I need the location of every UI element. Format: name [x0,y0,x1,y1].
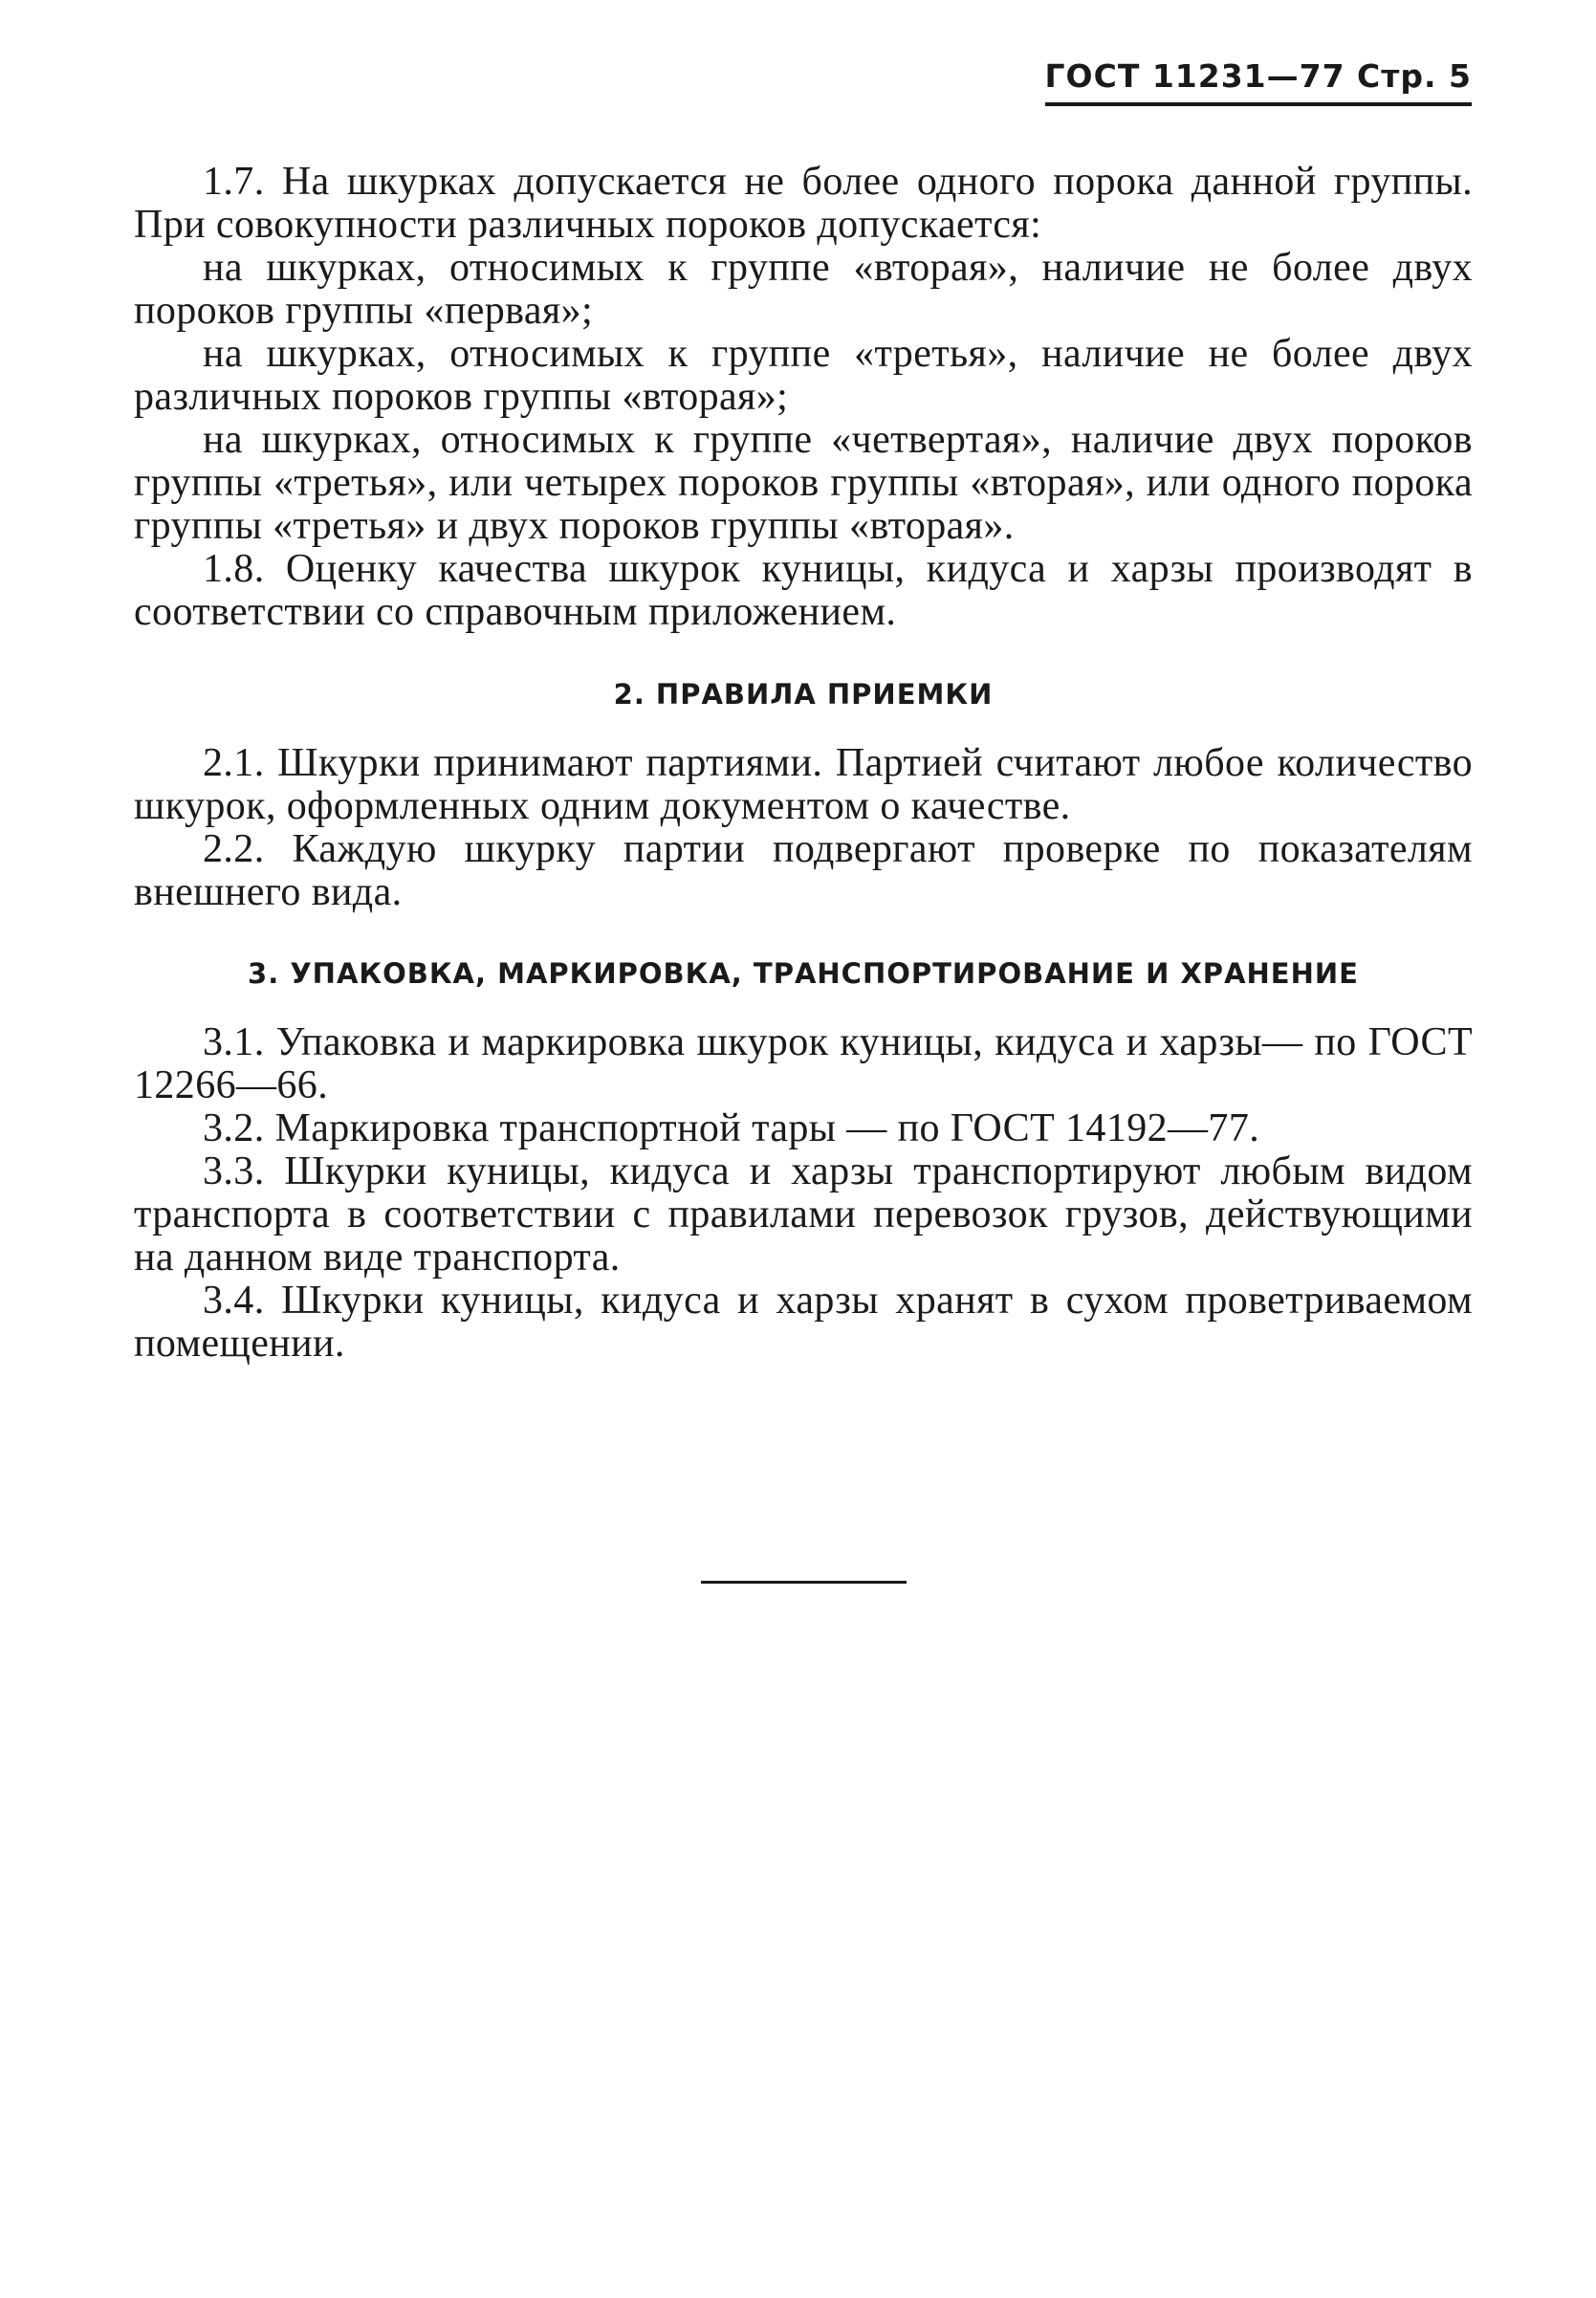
paragraph-1-7-item-second: на шкурках, относимых к группе «вторая», наличие не более двух пороков группы «первая»; [134,246,1473,333]
spacer [134,993,1473,1021]
paragraph-2-1: 2.1. Шкурки принимают партиями. Партией считают любое количество шкурок, оформленных одним документом о качестве. [134,741,1473,828]
document-body [134,161,1473,1366]
paragraph-3-1: 3.1. Упаковка и маркировка шкурок куницы, кидуса и харзы— по ГОСТ 12266—66. [134,1020,1473,1107]
paragraph-3-2: 3.2. Маркировка транспортной тары — по ГОСТ 14192—77. [203,1106,1260,1150]
section-3 [134,1021,1473,1366]
spacer [134,634,1473,675]
paragraph-1-8: 1.8. Оценку качества шкурок куницы, кидуса и харзы производят в соответствии со справочным приложением. [134,547,1473,634]
spacer [134,914,1473,954]
paragraph-1-7: 1.7. На шкурках допускается не более одного порока данной группы. При совокупности различных пороков допускается: [134,160,1473,247]
section-3-heading: 3. УПАКОВКА, МАРКИРОВКА, ТРАНСПОРТИРОВАНИЕ И ХРАНЕНИЕ [248,957,1359,990]
paragraph-3-4: 3.4. Шкурки куницы, кидуса и харзы хранят в сухом проветриваемом помещении. [134,1279,1473,1366]
section-1 [134,161,1473,634]
section-2 [134,742,1473,914]
section-2-heading: 2. ПРАВИЛА ПРИЕМКИ [613,678,994,711]
paragraph-3-3: 3.3. Шкурки куницы, кидуса и харзы транспортируют любым видом транспорта в соответствии с правилами перевозок грузов, действующими на данном виде транспорта. [134,1149,1473,1280]
running-header: ГОСТ 11231—77 Стр. 5 [1045,57,1472,106]
paragraph-2-2: 2.2. Каждую шкурку партии подвергают проверке по показателям внешнего вида. [134,827,1473,914]
paragraph-1-7-item-fourth: на шкурках, относимых к группе «четвертая», наличие двух пороков группы «третья», или четырех пороков группы «вторая», или одного порока группы «третья» и двух пороков группы «вторая». [134,418,1473,548]
end-of-text-rule [701,1581,907,1584]
spacer [134,713,1473,742]
paragraph-1-7-item-third: на шкурках, относимых к группе «третья», наличие не более двух различных пороков группы «вторая»; [134,332,1473,419]
